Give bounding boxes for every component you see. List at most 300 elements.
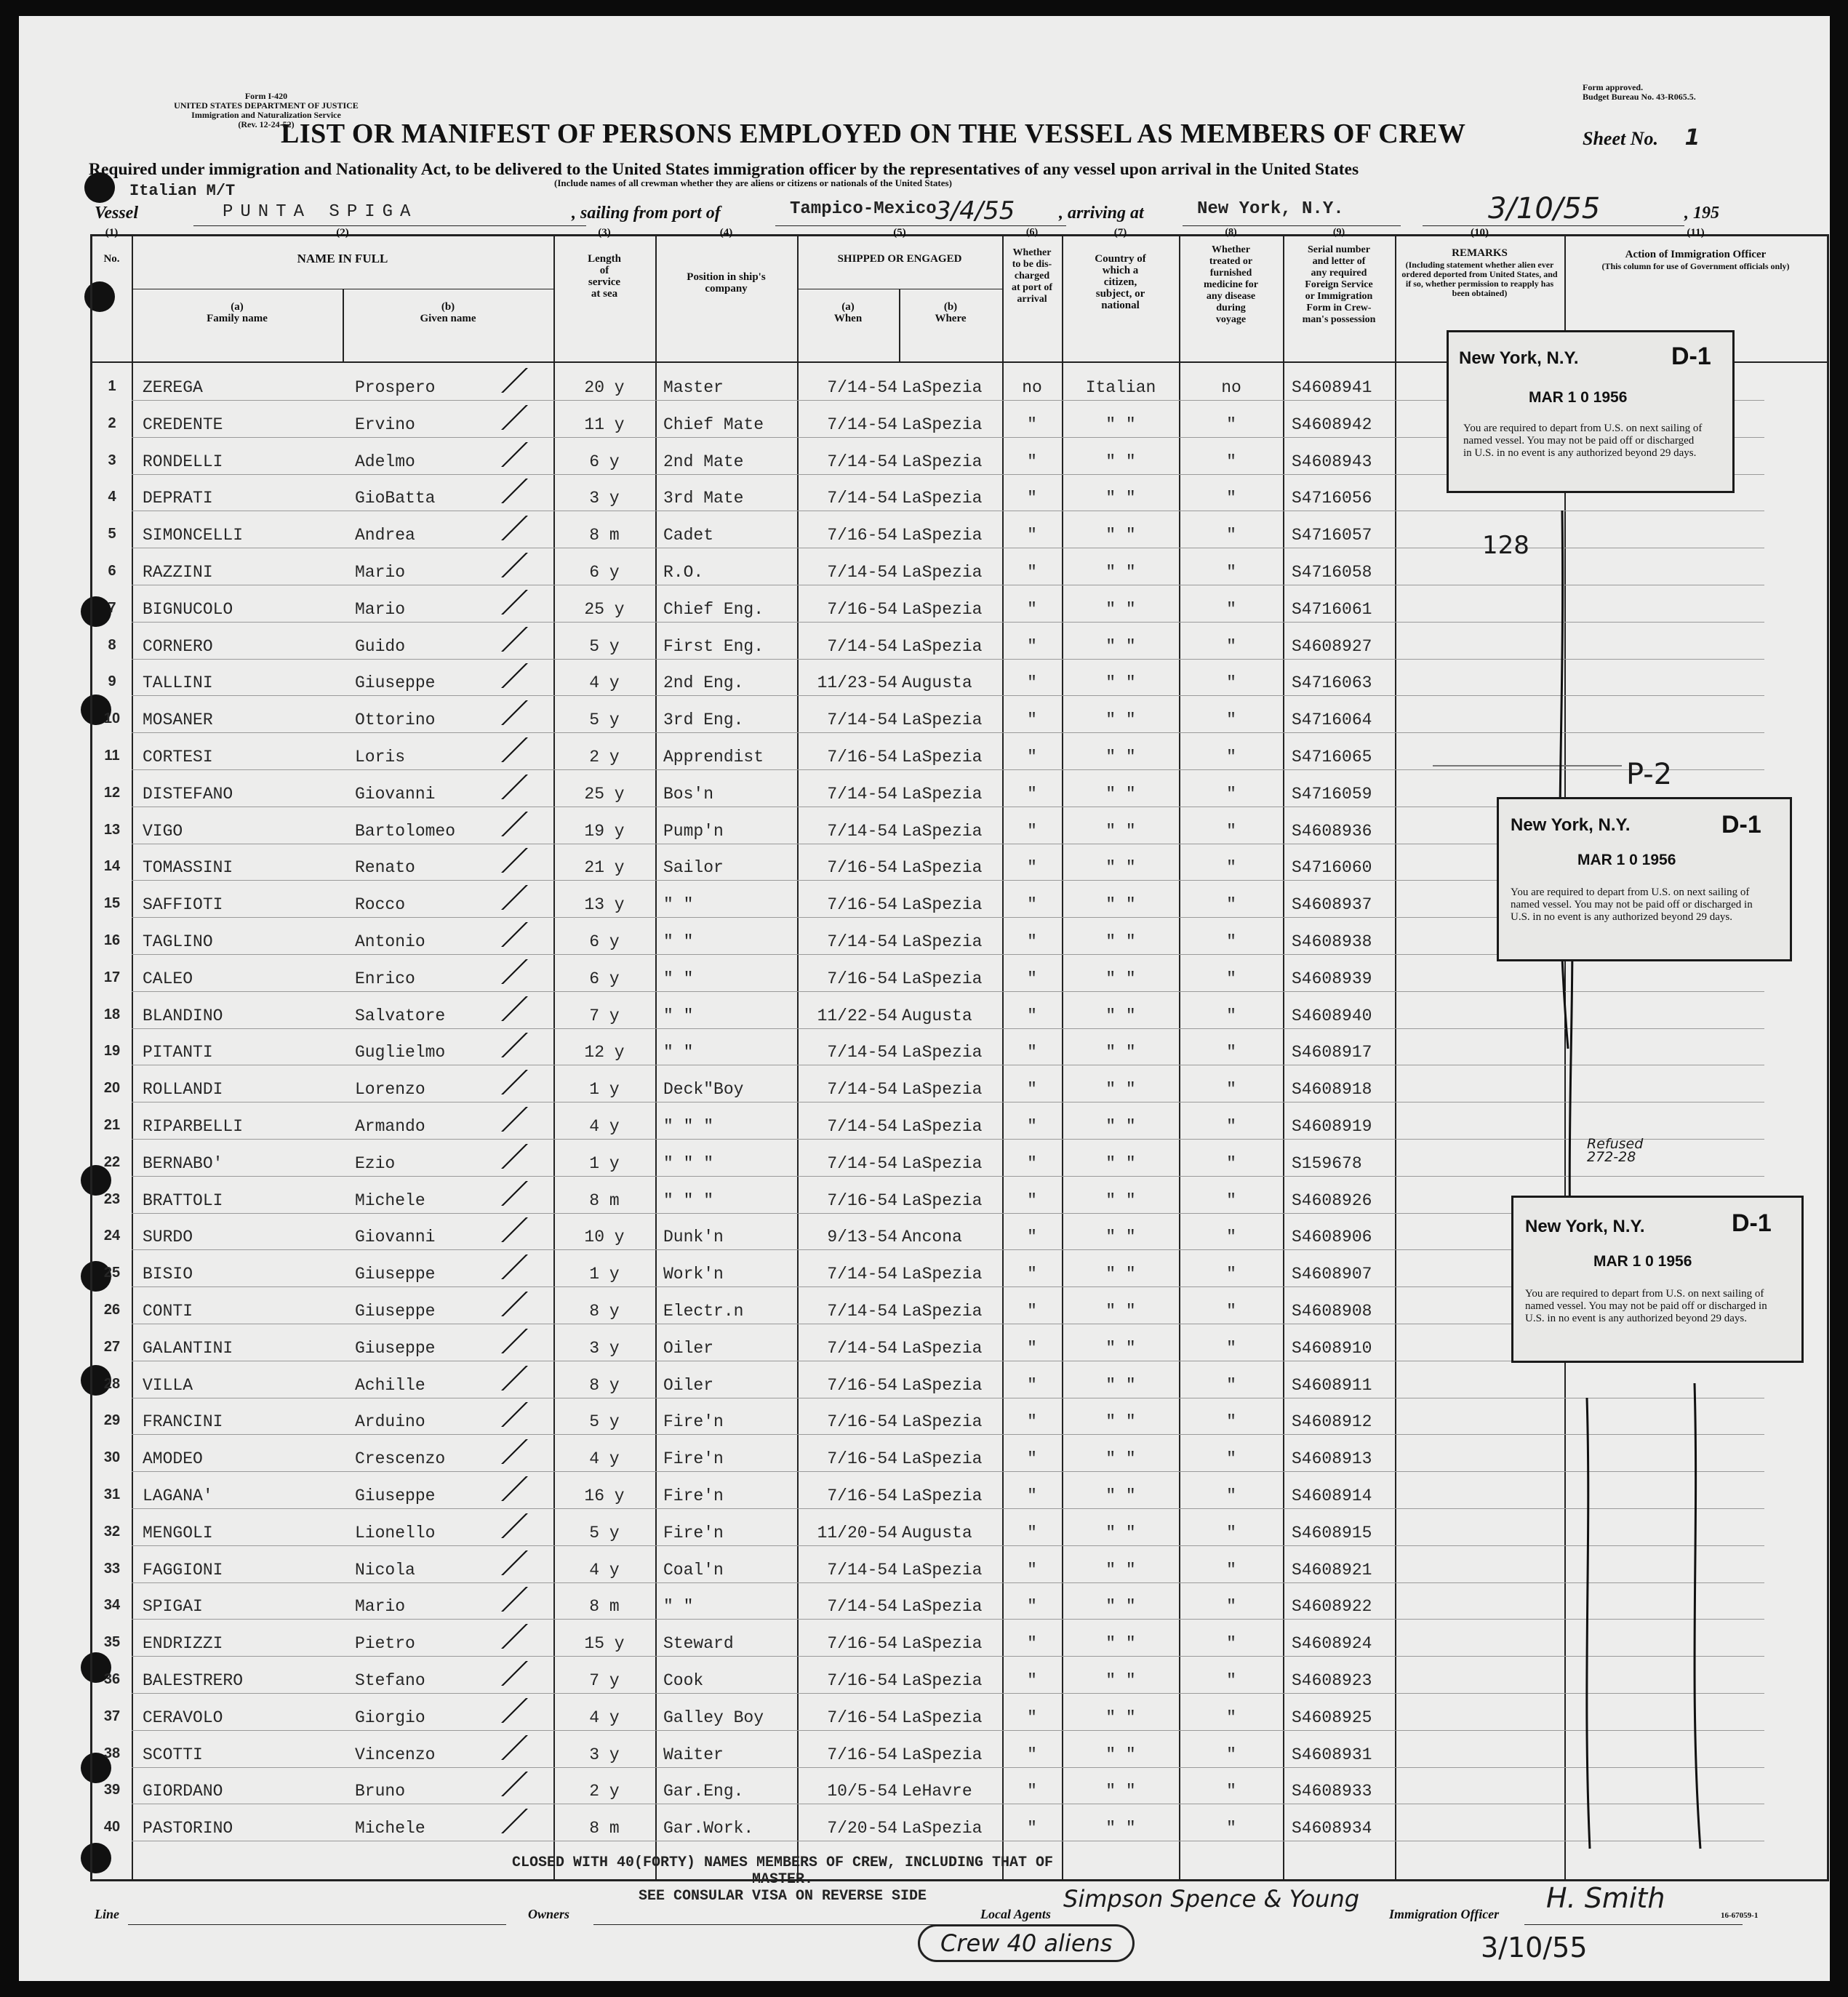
medical-treatment: " xyxy=(1226,1486,1236,1505)
serial-number: S4608908 xyxy=(1292,1302,1372,1321)
medical-treatment: " xyxy=(1226,1375,1236,1395)
shipped-when: 7/14-54 xyxy=(827,932,897,951)
length-of-service: 2 y xyxy=(589,748,620,767)
form-revision: (Rev. 12-24-52) xyxy=(238,119,295,129)
length-of-service: 21 y xyxy=(584,858,625,878)
discharge-status: no xyxy=(1022,378,1042,397)
medical-treatment: " xyxy=(1226,636,1236,656)
position: 3rd Mate xyxy=(663,489,744,508)
sailing-port: Tampico-Mexico xyxy=(790,199,937,219)
length-of-service: 10 y xyxy=(584,1228,625,1247)
medical-treatment: " xyxy=(1226,1190,1236,1210)
discharge-status: " xyxy=(1027,1486,1037,1505)
shipped-where: LaSpezia xyxy=(902,563,983,582)
header-col-5: (5) SHIPPED OR ENGAGED xyxy=(837,227,962,265)
serial-number: S4608924 xyxy=(1292,1634,1372,1654)
agents-signature: Simpson Spence & Young xyxy=(1063,1885,1360,1913)
serial-number: S159678 xyxy=(1292,1153,1362,1173)
shipped-when: 7/16-54 xyxy=(827,895,897,915)
medical-treatment: " xyxy=(1226,1671,1236,1690)
shipped-when: 7/16-54 xyxy=(827,1745,897,1764)
length-of-service: 8 m xyxy=(589,1597,620,1617)
departure-stamp-3: New York, N.Y. D-1 MAR 1 0 1956 You are required to depart from U.S. on next sailing of named vessel. You may not be paid off or discharged in U.S. in no event is any authorized beyond 29 days. xyxy=(1511,1196,1804,1363)
header-col-11: (11) Action of Immigration Officer (This column for use of Government officials only) xyxy=(1601,227,1790,271)
given-name: Pietro xyxy=(355,1634,415,1654)
row-number: 13 xyxy=(103,821,121,838)
destination-port: New York, N.Y. xyxy=(1197,199,1344,219)
length-of-service: 7 y xyxy=(589,1671,620,1690)
discharge-status: " xyxy=(1027,1634,1037,1654)
given-name: Michele xyxy=(355,1190,425,1210)
shipped-when: 7/20-54 xyxy=(827,1819,897,1838)
family-name: VIGO xyxy=(143,821,183,841)
given-name: Giuseppe xyxy=(355,1302,436,1321)
position: " " " xyxy=(663,1153,714,1173)
shipped-where: LaSpezia xyxy=(902,1745,983,1764)
row-number: 30 xyxy=(103,1449,121,1466)
shipped-where: LaSpezia xyxy=(902,1338,983,1358)
serial-number: S4608912 xyxy=(1292,1412,1372,1432)
family-name: GALANTINI xyxy=(143,1338,233,1358)
shipped-where: LaSpezia xyxy=(902,784,983,804)
closing-statement xyxy=(506,1854,1059,1905)
family-name: MENGOLI xyxy=(143,1523,213,1542)
given-name: Mario xyxy=(355,563,406,582)
serial-number: S4608925 xyxy=(1292,1708,1372,1727)
discharge-status: " xyxy=(1027,1671,1037,1690)
position: Waiter xyxy=(663,1745,724,1764)
shipped-when: 7/16-54 xyxy=(827,1708,897,1727)
medical-treatment: " xyxy=(1226,1043,1236,1062)
medical-treatment: " xyxy=(1226,1265,1236,1284)
length-of-service: 25 y xyxy=(584,599,625,619)
serial-number: S4716064 xyxy=(1292,711,1372,730)
length-of-service: 1 y xyxy=(589,1265,620,1284)
shipped-when: 7/14-54 xyxy=(827,378,897,397)
citizenship: " " xyxy=(1105,1265,1136,1284)
family-name: DEPRATI xyxy=(143,489,213,508)
citizenship: " " xyxy=(1105,1634,1136,1654)
position: Cook xyxy=(663,1671,704,1690)
shipped-when: 7/14-54 xyxy=(827,1560,897,1580)
punch-hole xyxy=(84,281,115,312)
length-of-service: 5 y xyxy=(589,636,620,656)
citizenship: " " xyxy=(1105,1782,1136,1801)
medical-treatment: " xyxy=(1226,1006,1236,1025)
shipped-when: 11/20-54 xyxy=(817,1523,897,1542)
given-name: Ervino xyxy=(355,415,415,434)
given-name: Renato xyxy=(355,858,415,878)
length-of-service: 4 y xyxy=(589,673,620,693)
shipped-where: LaSpezia xyxy=(902,1302,983,1321)
subtitle: Required under immigration and Nationality Act, to be delivered to the United States immigration officer by the representatives of any vessel upon arrival in the United States xyxy=(89,160,1359,179)
row-number: 1 xyxy=(108,378,116,394)
citizenship: " " xyxy=(1105,711,1136,730)
sheet-label: Sheet No. 1 xyxy=(1583,125,1700,151)
shipped-where: LaSpezia xyxy=(902,1412,983,1432)
discharge-status: " xyxy=(1027,1375,1037,1395)
given-name: Giuseppe xyxy=(355,673,436,693)
position: " " xyxy=(663,1597,694,1617)
row-number: 18 xyxy=(103,1006,121,1022)
discharge-status: " xyxy=(1027,1190,1037,1210)
family-name: BIGNUCOLO xyxy=(143,599,233,619)
closing-line-1: CLOSED WITH 40(FORTY) NAMES MEMBERS OF CREW, INCLUDING THAT OF MASTER. xyxy=(511,1854,1054,1888)
citizenship: " " xyxy=(1105,1597,1136,1617)
given-name: Giovanni xyxy=(355,1228,436,1247)
shipped-where: LaSpezia xyxy=(902,489,983,508)
shipped-when: 7/14-54 xyxy=(827,1338,897,1358)
discharge-status: " xyxy=(1027,1708,1037,1727)
include-note: (Include names of all crewman whether they are aliens or citizens or nationals of the United States) xyxy=(554,177,952,188)
serial-number: S4608934 xyxy=(1292,1819,1372,1838)
position: Gar.Work. xyxy=(663,1819,754,1838)
shipped-when: 7/16-54 xyxy=(827,599,897,619)
given-name: Michele xyxy=(355,1819,425,1838)
family-name: ENDRIZZI xyxy=(143,1634,223,1654)
shipped-when: 7/14-54 xyxy=(827,1302,897,1321)
citizenship: " " xyxy=(1105,599,1136,619)
approval-block xyxy=(1583,83,1801,102)
officer-signature: H. Smith xyxy=(1546,1882,1665,1914)
given-name: Giorgio xyxy=(355,1708,425,1727)
citizenship: " " xyxy=(1105,1006,1136,1025)
length-of-service: 4 y xyxy=(589,1560,620,1580)
position: Pump'n xyxy=(663,821,724,841)
length-of-service: 8 y xyxy=(589,1302,620,1321)
citizenship: " " xyxy=(1105,1671,1136,1690)
crew-aliens-note: Crew 40 aliens xyxy=(918,1924,1135,1962)
citizenship: " " xyxy=(1105,1080,1136,1100)
given-name: Stefano xyxy=(355,1671,425,1690)
row-number: 35 xyxy=(103,1634,121,1651)
header-col-3: (3) Length of service at sea xyxy=(588,227,621,300)
header-col-7: (7) Country of which a citizen, subject, or national xyxy=(1095,227,1146,311)
shipped-where: Augusta xyxy=(902,1006,972,1025)
position: Chief Mate xyxy=(663,415,764,434)
row-number: 25 xyxy=(103,1265,121,1281)
discharge-status: " xyxy=(1027,489,1037,508)
citizenship: " " xyxy=(1105,1523,1136,1542)
length-of-service: 8 m xyxy=(589,526,620,545)
form-number: Form I-420 xyxy=(244,91,288,101)
serial-number: S4608923 xyxy=(1292,1671,1372,1690)
header-ship-where: (b) Where xyxy=(935,301,967,324)
serial-number: S4608915 xyxy=(1292,1523,1372,1542)
sailing-label: , sailing from port of xyxy=(572,204,721,223)
row-number: 34 xyxy=(103,1597,121,1614)
family-name: CORTESI xyxy=(143,748,213,767)
medical-treatment: " xyxy=(1226,1782,1236,1801)
position: Gar.Eng. xyxy=(663,1782,744,1801)
row-number: 15 xyxy=(103,895,121,912)
shipped-where: LaSpezia xyxy=(902,969,983,988)
shipped-when: 7/16-54 xyxy=(827,858,897,878)
citizenship: " " xyxy=(1105,1449,1136,1469)
citizenship: " " xyxy=(1105,1486,1136,1505)
header-family-name: (a) Family name xyxy=(207,301,268,324)
position: 3rd Eng. xyxy=(663,711,744,730)
citizenship: " " xyxy=(1105,636,1136,656)
family-name: MOSANER xyxy=(143,711,213,730)
vessel-name: PUNTA SPIGA xyxy=(223,202,418,222)
medical-treatment: " xyxy=(1226,1117,1236,1136)
row-number: 3 xyxy=(108,452,116,468)
given-name: Guglielmo xyxy=(355,1043,446,1062)
family-name: CERAVOLO xyxy=(143,1708,223,1727)
discharge-status: " xyxy=(1027,599,1037,619)
row-number: 33 xyxy=(103,1560,121,1577)
row-number: 21 xyxy=(103,1117,121,1133)
medical-treatment: " xyxy=(1226,1412,1236,1432)
serial-number: S4608931 xyxy=(1292,1745,1372,1764)
shipped-when: 7/14-54 xyxy=(827,489,897,508)
family-name: SPIGAI xyxy=(143,1597,203,1617)
citizenship: " " xyxy=(1105,1153,1136,1173)
length-of-service: 7 y xyxy=(589,1006,620,1025)
medical-treatment: " xyxy=(1226,1634,1236,1654)
position: " " xyxy=(663,932,694,951)
given-name: Arduino xyxy=(355,1412,425,1432)
serial-number: S4716059 xyxy=(1292,784,1372,804)
medical-treatment: " xyxy=(1226,415,1236,434)
length-of-service: 19 y xyxy=(584,821,625,841)
arrival-date: 3/10/55 xyxy=(1488,192,1601,225)
shipped-where: LaSpezia xyxy=(902,599,983,619)
medical-treatment: " xyxy=(1226,452,1236,471)
position: " " xyxy=(663,969,694,988)
shipped-where: LaSpezia xyxy=(902,748,983,767)
family-name: DISTEFANO xyxy=(143,784,233,804)
vessel-label: Vessel xyxy=(95,204,138,223)
shipped-when: 7/14-54 xyxy=(827,1265,897,1284)
header-col-2: (2) NAME IN FULL xyxy=(297,227,388,265)
given-name: Enrico xyxy=(355,969,415,988)
shipped-where: LaSpezia xyxy=(902,1486,983,1505)
given-name: Salvatore xyxy=(355,1006,446,1025)
family-name: PASTORINO xyxy=(143,1819,233,1838)
serial-number: S4608943 xyxy=(1292,452,1372,471)
shipped-when: 7/16-54 xyxy=(827,526,897,545)
row-number: 7 xyxy=(108,599,116,616)
family-name: FAGGIONI xyxy=(143,1560,223,1580)
row-number: 31 xyxy=(103,1486,121,1502)
citizenship: " " xyxy=(1105,895,1136,915)
given-name: Vincenzo xyxy=(355,1745,436,1764)
position: 2nd Mate xyxy=(663,452,744,471)
position: Oiler xyxy=(663,1338,714,1358)
length-of-service: 12 y xyxy=(584,1043,625,1062)
remark-count: 128 xyxy=(1482,531,1529,560)
discharge-status: " xyxy=(1027,1560,1037,1580)
medical-treatment: " xyxy=(1226,895,1236,915)
header-ship-when: (a) When xyxy=(833,301,863,324)
header-col-10: (10) REMARKS (Including statement whether alien ever ordered deported from United States, and if so, whether permission to reapply has been obtained) xyxy=(1401,227,1558,298)
medical-treatment: " xyxy=(1226,1449,1236,1469)
given-name: Mario xyxy=(355,599,406,619)
position: Galley Boy xyxy=(663,1708,764,1727)
shipped-where: LaSpezia xyxy=(902,858,983,878)
citizenship: " " xyxy=(1105,1819,1136,1838)
shipped-where: Augusta xyxy=(902,673,972,693)
departure-stamp-1: New York, N.Y. D-1 MAR 1 0 1956 You are required to depart from U.S. on next sailing of named vessel. You may not be paid off or discharged in U.S. in no event is any authorized beyond 29 days. xyxy=(1447,330,1735,493)
discharge-status: " xyxy=(1027,452,1037,471)
given-name: Loris xyxy=(355,748,406,767)
citizenship: " " xyxy=(1105,784,1136,804)
length-of-service: 5 y xyxy=(589,711,620,730)
length-of-service: 13 y xyxy=(584,895,625,915)
given-name: Ezio xyxy=(355,1153,396,1173)
departure-stamp-2: New York, N.Y. D-1 MAR 1 0 1956 You are required to depart from U.S. on next sailing of named vessel. You may not be paid off or discharged in U.S. in no event is any authorized beyond 29 days. xyxy=(1497,797,1792,961)
given-name: Giovanni xyxy=(355,784,436,804)
printer-code: 16-67059-1 xyxy=(1721,1911,1759,1920)
serial-number: S4608939 xyxy=(1292,969,1372,988)
position: Electr.n xyxy=(663,1302,744,1321)
position: " " xyxy=(663,895,694,915)
row-number: 4 xyxy=(108,489,116,505)
shipped-where: LaSpezia xyxy=(902,711,983,730)
given-name: Giuseppe xyxy=(355,1486,436,1505)
discharge-status: " xyxy=(1027,748,1037,767)
position: Fire'n xyxy=(663,1449,724,1469)
row-number: 17 xyxy=(103,969,121,985)
position: Cadet xyxy=(663,526,714,545)
discharge-status: " xyxy=(1027,526,1037,545)
length-of-service: 6 y xyxy=(589,932,620,951)
discharge-status: " xyxy=(1027,1228,1037,1247)
shipped-when: 7/16-54 xyxy=(827,1671,897,1690)
shipped-when: 7/14-54 xyxy=(827,1117,897,1136)
discharge-status: " xyxy=(1027,1043,1037,1062)
shipped-where: LaSpezia xyxy=(902,1043,983,1062)
shipped-where: LaSpezia xyxy=(902,1819,983,1838)
shipped-where: LaSpezia xyxy=(902,1597,983,1617)
discharge-status: " xyxy=(1027,932,1037,951)
serial-number: S4716063 xyxy=(1292,673,1372,693)
given-name: Mario xyxy=(355,1597,406,1617)
discharge-status: " xyxy=(1027,1597,1037,1617)
header-col-6: (6) Whether to be dis- charged at port of arrival xyxy=(1012,227,1052,305)
family-name: BALESTRERO xyxy=(143,1671,244,1690)
shipped-when: 7/14-54 xyxy=(827,784,897,804)
family-name: RAZZINI xyxy=(143,563,213,582)
serial-number: S4608906 xyxy=(1292,1228,1372,1247)
officer-date: 3/10/55 xyxy=(1481,1932,1588,1964)
shipped-when: 7/16-54 xyxy=(827,1486,897,1505)
remark-p2: P-2 xyxy=(1626,758,1673,791)
position: Master xyxy=(663,378,724,397)
shipped-where: LaSpezia xyxy=(902,1634,983,1654)
length-of-service: 5 y xyxy=(589,1412,620,1432)
shipped-when: 7/16-54 xyxy=(827,969,897,988)
position: Fire'n xyxy=(663,1486,724,1505)
citizenship: " " xyxy=(1105,1117,1136,1136)
discharge-status: " xyxy=(1027,1819,1037,1838)
family-name: SURDO xyxy=(143,1228,193,1247)
medical-treatment: " xyxy=(1226,526,1236,545)
length-of-service: 3 y xyxy=(589,489,620,508)
given-name: Antonio xyxy=(355,932,425,951)
citizenship: " " xyxy=(1105,1043,1136,1062)
family-name: RIPARBELLI xyxy=(143,1117,244,1136)
serial-number: S4608941 xyxy=(1292,378,1372,397)
position: Fire'n xyxy=(663,1412,724,1432)
serial-number: S4608936 xyxy=(1292,821,1372,841)
position: " " xyxy=(663,1006,694,1025)
discharge-status: " xyxy=(1027,821,1037,841)
shipped-where: LaSpezia xyxy=(902,821,983,841)
given-name: Andrea xyxy=(355,526,415,545)
row-number: 10 xyxy=(103,711,121,727)
row-number: 26 xyxy=(103,1302,121,1318)
header-col-9: (9) Serial number and letter of any required Foreign Service or Immigration Form in Crew- man's possession xyxy=(1302,227,1376,325)
discharge-status: " xyxy=(1027,1782,1037,1801)
given-name: Lorenzo xyxy=(355,1080,425,1100)
position: Fire'n xyxy=(663,1523,724,1542)
line-label: Line xyxy=(95,1907,119,1921)
row-number: 32 xyxy=(103,1523,121,1540)
medical-treatment: " xyxy=(1226,1708,1236,1727)
row-number: 19 xyxy=(103,1043,121,1060)
family-name: BRATTOLI xyxy=(143,1190,223,1210)
row-number: 38 xyxy=(103,1745,121,1761)
medical-treatment: " xyxy=(1226,1560,1236,1580)
header-col-4: (4) Position in ship's company xyxy=(687,227,766,295)
length-of-service: 25 y xyxy=(584,784,625,804)
length-of-service: 4 y xyxy=(589,1708,620,1727)
shipped-when: 7/16-54 xyxy=(827,1449,897,1469)
row-number: 5 xyxy=(108,526,116,543)
medical-treatment: " xyxy=(1226,1523,1236,1542)
shipped-where: Ancona xyxy=(902,1228,962,1247)
family-name: BERNABO' xyxy=(143,1153,223,1173)
family-name: TALLINI xyxy=(143,673,213,693)
discharge-status: " xyxy=(1027,969,1037,988)
position: First Eng. xyxy=(663,636,764,656)
citizenship: " " xyxy=(1105,969,1136,988)
row-number: 22 xyxy=(103,1153,121,1170)
position: Coal'n xyxy=(663,1560,724,1580)
row-number: 40 xyxy=(103,1819,121,1836)
serial-number: S4716065 xyxy=(1292,748,1372,767)
discharge-status: " xyxy=(1027,1449,1037,1469)
manifest-page xyxy=(19,16,1830,1981)
citizenship: " " xyxy=(1105,1338,1136,1358)
family-name: CREDENTE xyxy=(143,415,223,434)
family-name: VILLA xyxy=(143,1375,193,1395)
shipped-where: LaSpezia xyxy=(902,378,983,397)
header-given-name: (b) Given name xyxy=(420,301,476,324)
shipped-when: 7/16-54 xyxy=(827,1375,897,1395)
length-of-service: 6 y xyxy=(589,563,620,582)
row-number: 37 xyxy=(103,1708,121,1724)
serial-number: S4716058 xyxy=(1292,563,1372,582)
discharge-status: " xyxy=(1027,858,1037,878)
given-name: Rocco xyxy=(355,895,406,915)
given-name: GioBatta xyxy=(355,489,436,508)
owners-label: Owners xyxy=(528,1907,570,1921)
family-name: ROLLANDI xyxy=(143,1080,223,1100)
length-of-service: 15 y xyxy=(584,1634,625,1654)
citizenship: " " xyxy=(1105,1302,1136,1321)
citizenship: " " xyxy=(1105,1190,1136,1210)
row-number: 6 xyxy=(108,563,116,579)
length-of-service: 6 y xyxy=(589,452,620,471)
serial-number: S4608907 xyxy=(1292,1265,1372,1284)
shipped-where: LaSpezia xyxy=(902,1190,983,1210)
length-of-service: 8 m xyxy=(589,1819,620,1838)
shipped-when: 7/14-54 xyxy=(827,1043,897,1062)
